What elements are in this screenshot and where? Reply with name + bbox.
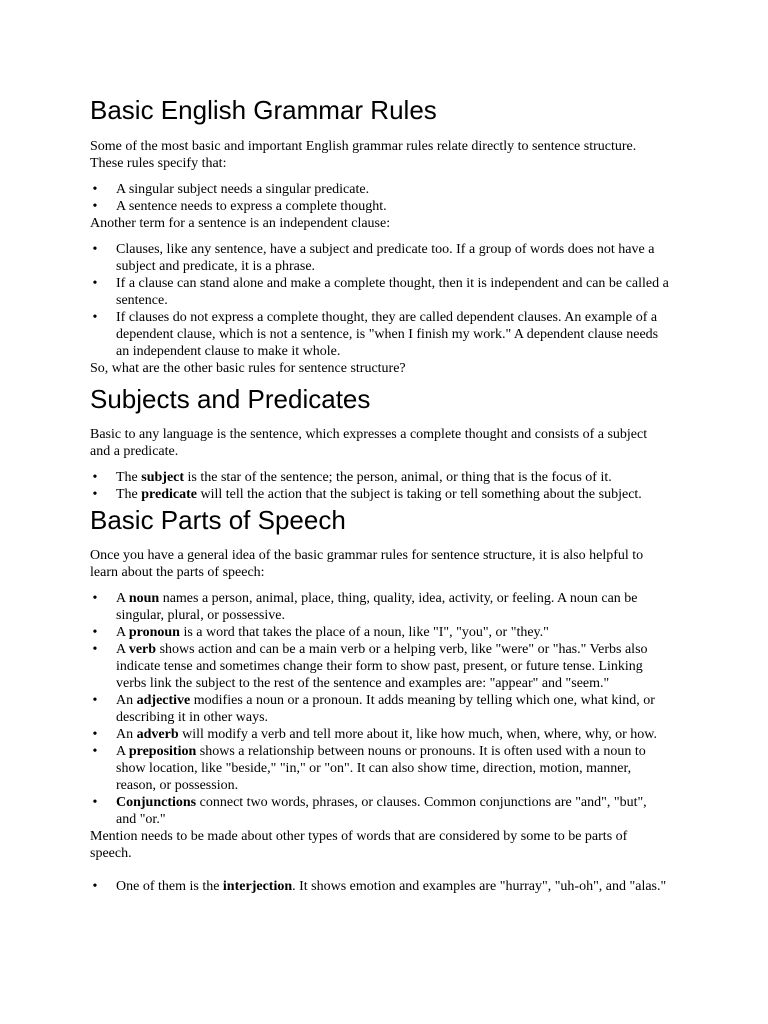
term-noun: noun bbox=[128, 591, 160, 606]
item-pre: A bbox=[116, 625, 129, 640]
heading-subjects-predicates: Subjects and Predicates bbox=[90, 384, 371, 414]
item-pre: One of them is the bbox=[116, 879, 223, 894]
list-item: • Clauses, like any sentence, have a subject and predicate too. If a group of words does not have a subject and predicate, it is a phrase. bbox=[116, 241, 670, 275]
clauses-list bbox=[90, 241, 670, 360]
list-item bbox=[116, 641, 670, 692]
other-words-paragraph: Mention needs to be made about other types of words that are considered by some to be parts of speech. bbox=[90, 829, 628, 861]
intro-paragraph: Some of the most basic and important English grammar rules relate directly to sentence structure. These rules specify that: bbox=[90, 139, 637, 171]
item-post: is the star of the sentence; the person, animal, or thing that is the focus of it. bbox=[184, 470, 612, 485]
item-pre: An bbox=[116, 727, 137, 742]
list-item bbox=[116, 624, 670, 641]
parts-of-speech-list bbox=[90, 590, 670, 828]
term-pronoun: pronoun bbox=[128, 625, 180, 640]
item-post: will modify a verb and tell more about it, like how much, when, where, why, or how. bbox=[178, 727, 657, 742]
item-post: . It shows emotion and examples are "hurray", "uh-oh", and "alas." bbox=[292, 879, 667, 894]
item-pre: An bbox=[116, 693, 137, 708]
item-pre: The bbox=[116, 470, 142, 485]
list-item bbox=[116, 469, 670, 486]
term-preposition: preposition bbox=[128, 744, 197, 759]
term-interjection: interjection bbox=[222, 879, 293, 894]
list-item: • A sentence needs to express a complete thought. bbox=[116, 198, 670, 215]
subject-predicate-list bbox=[90, 469, 670, 503]
heading-parts-of-speech: Basic Parts of Speech bbox=[90, 505, 346, 535]
list-item bbox=[116, 726, 670, 743]
item-post: modifies a noun or a pronoun. It adds meaning by telling which one, what kind, or describing it in other ways. bbox=[116, 693, 655, 725]
term-conjunctions: Conjunctions bbox=[116, 795, 197, 810]
heading-basic-grammar-rules: Basic English Grammar Rules bbox=[90, 95, 437, 125]
parts-of-speech-paragraph: Once you have a general idea of the basic grammar rules for sentence structure, it is also helpful to learn about the parts of speech: bbox=[90, 548, 644, 580]
list-item bbox=[116, 486, 670, 503]
item-pre: A bbox=[116, 591, 129, 606]
item-pre: A bbox=[116, 642, 129, 657]
list-item bbox=[116, 590, 670, 624]
list-item: • If clauses do not express a complete thought, they are called dependent clauses. An example of a dependent clause, which is not a sentence, is "when I finish my work." A dependent clause needs an independent clause to make it whole. bbox=[116, 309, 670, 360]
term-adjective: adjective bbox=[136, 693, 191, 708]
item-post: shows a relationship between nouns or pronouns. It is often used with a noun to show location, like "beside," "in," or "on". It can also show time, direction, motion, manner, reason, or possession. bbox=[116, 744, 646, 793]
term-predicate: predicate bbox=[141, 487, 197, 502]
list-item: • If a clause can stand alone and make a complete thought, then it is independent and can be called a sentence. bbox=[116, 275, 670, 309]
list-item bbox=[116, 692, 670, 726]
item-pre: A bbox=[116, 744, 129, 759]
item-post: is a word that takes the place of a noun, like "I", "you", or "they." bbox=[179, 625, 549, 640]
list-item bbox=[116, 878, 670, 895]
other-rules-paragraph: So, what are the other basic rules for sentence structure? bbox=[90, 361, 406, 376]
independent-clause-paragraph: Another term for a sentence is an independent clause: bbox=[90, 216, 391, 231]
item-post: will tell the action that the subject is taking or tell something about the subject. bbox=[197, 487, 642, 502]
list-item: • A singular subject needs a singular predicate. bbox=[116, 181, 670, 198]
item-pre: The bbox=[116, 487, 142, 502]
item-post: names a person, animal, place, thing, quality, idea, activity, or feeling. A noun can be singular, plural, or possessive. bbox=[116, 591, 638, 623]
rules-list bbox=[90, 181, 670, 215]
interjection-list bbox=[90, 878, 670, 895]
list-item bbox=[116, 794, 670, 828]
item-post: connect two words, phrases, or clauses. Common conjunctions are "and", "but", and "or." bbox=[116, 795, 647, 827]
list-item bbox=[116, 743, 670, 794]
document-page bbox=[90, 90, 670, 895]
term-adverb: adverb bbox=[136, 727, 179, 742]
term-subject: subject bbox=[141, 470, 185, 485]
item-post: shows action and can be a main verb or a helping verb, like "were" or "has." Verbs also indicate tense and sometimes change their form to show past, present, or future tense. Linking verbs link the subject to the rest of the sentence and examples are: "appear" and "seem." bbox=[116, 642, 648, 691]
term-verb: verb bbox=[128, 642, 157, 657]
sentence-paragraph: Basic to any language is the sentence, which expresses a complete thought and consists of a subject and a predicate. bbox=[90, 427, 648, 459]
